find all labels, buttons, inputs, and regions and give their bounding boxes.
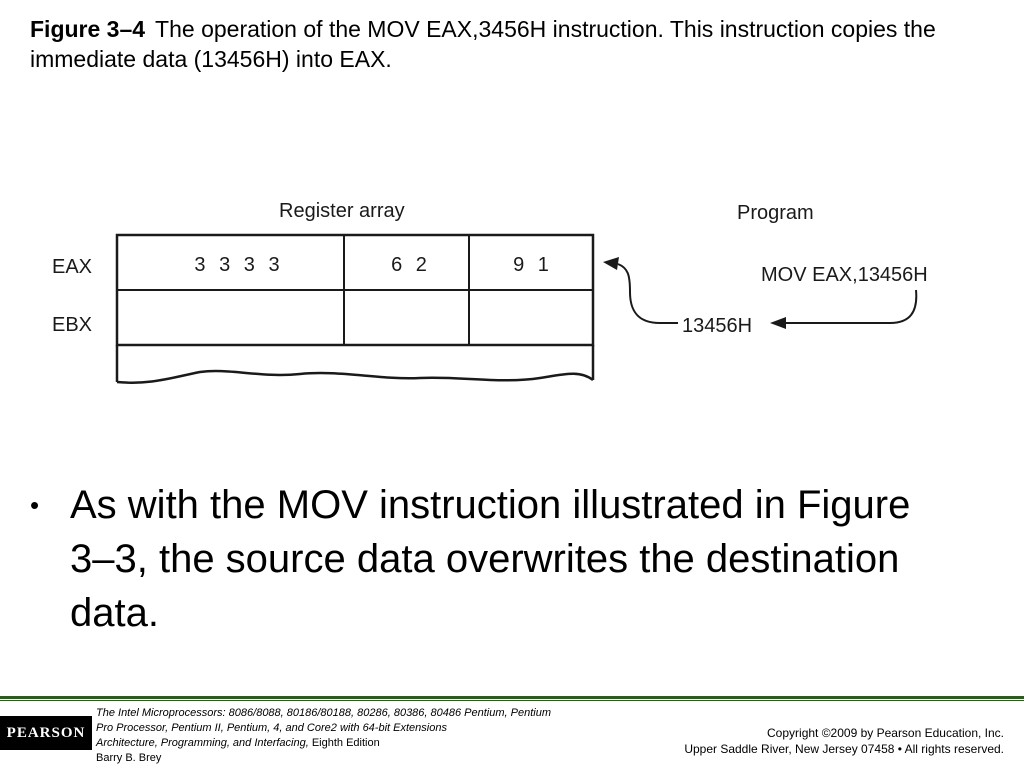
address-line: Upper Saddle River, New Jersey 07458 • All rights reserved.: [684, 742, 1004, 756]
book-author: Barry B. Brey: [96, 752, 162, 764]
eax-cell-high: 3 3 3 3: [194, 254, 280, 276]
logo-text: PEARSON: [6, 724, 86, 741]
eax-cell-low: 9 1: [513, 254, 549, 276]
bullet-text: As with the MOV instruction illustrated in Figure 3–3, the source data overwrites the destination data.: [70, 483, 911, 635]
figure-caption-text: The operation of the MOV EAX,3456H instruction. This instruction copies the immediate data (13456H) into EAX.: [30, 16, 936, 72]
register-array-title: Register array: [279, 200, 405, 222]
register-label-ebx: EBX: [52, 314, 93, 336]
footer-divider: [0, 696, 1024, 699]
program-instruction: MOV EAX,13456H: [761, 264, 928, 286]
pearson-logo: [0, 716, 92, 750]
register-label-eax: EAX: [52, 256, 93, 278]
book-edition: Eighth Edition: [311, 737, 380, 749]
program-title: Program: [737, 202, 814, 224]
instruction-to-data-arrow: [784, 290, 916, 323]
book-subtitle: Architecture, Programming, and Interfacing,: [96, 737, 309, 749]
eax-cell-mid: 6 2: [391, 254, 427, 276]
copyright-notice: [684, 725, 1004, 757]
bullet-icon: •: [30, 490, 40, 520]
book-models: 8086/8088, 80186/80188, 80286, 80386, 80486 Pentium, Pentium Pro Processor, Pentium II, Pentium, 4, and Core2 with 64-bit Extensions: [96, 707, 551, 734]
book-info: [96, 706, 566, 766]
book-title: The Intel Microprocessors:: [96, 707, 226, 719]
torn-edge: [117, 371, 593, 383]
footer-divider: [0, 700, 1024, 701]
figure-label: Figure 3–4: [30, 16, 146, 42]
arrow-head-icon: [603, 257, 619, 270]
copyright-line: Copyright ©2009 by Pearson Education, Inc.: [767, 726, 1004, 740]
data-to-eax-arrow: [618, 264, 678, 323]
arrow-head-icon: [770, 317, 786, 329]
immediate-data: 13456H: [682, 315, 753, 337]
bullet-point: [30, 478, 960, 640]
